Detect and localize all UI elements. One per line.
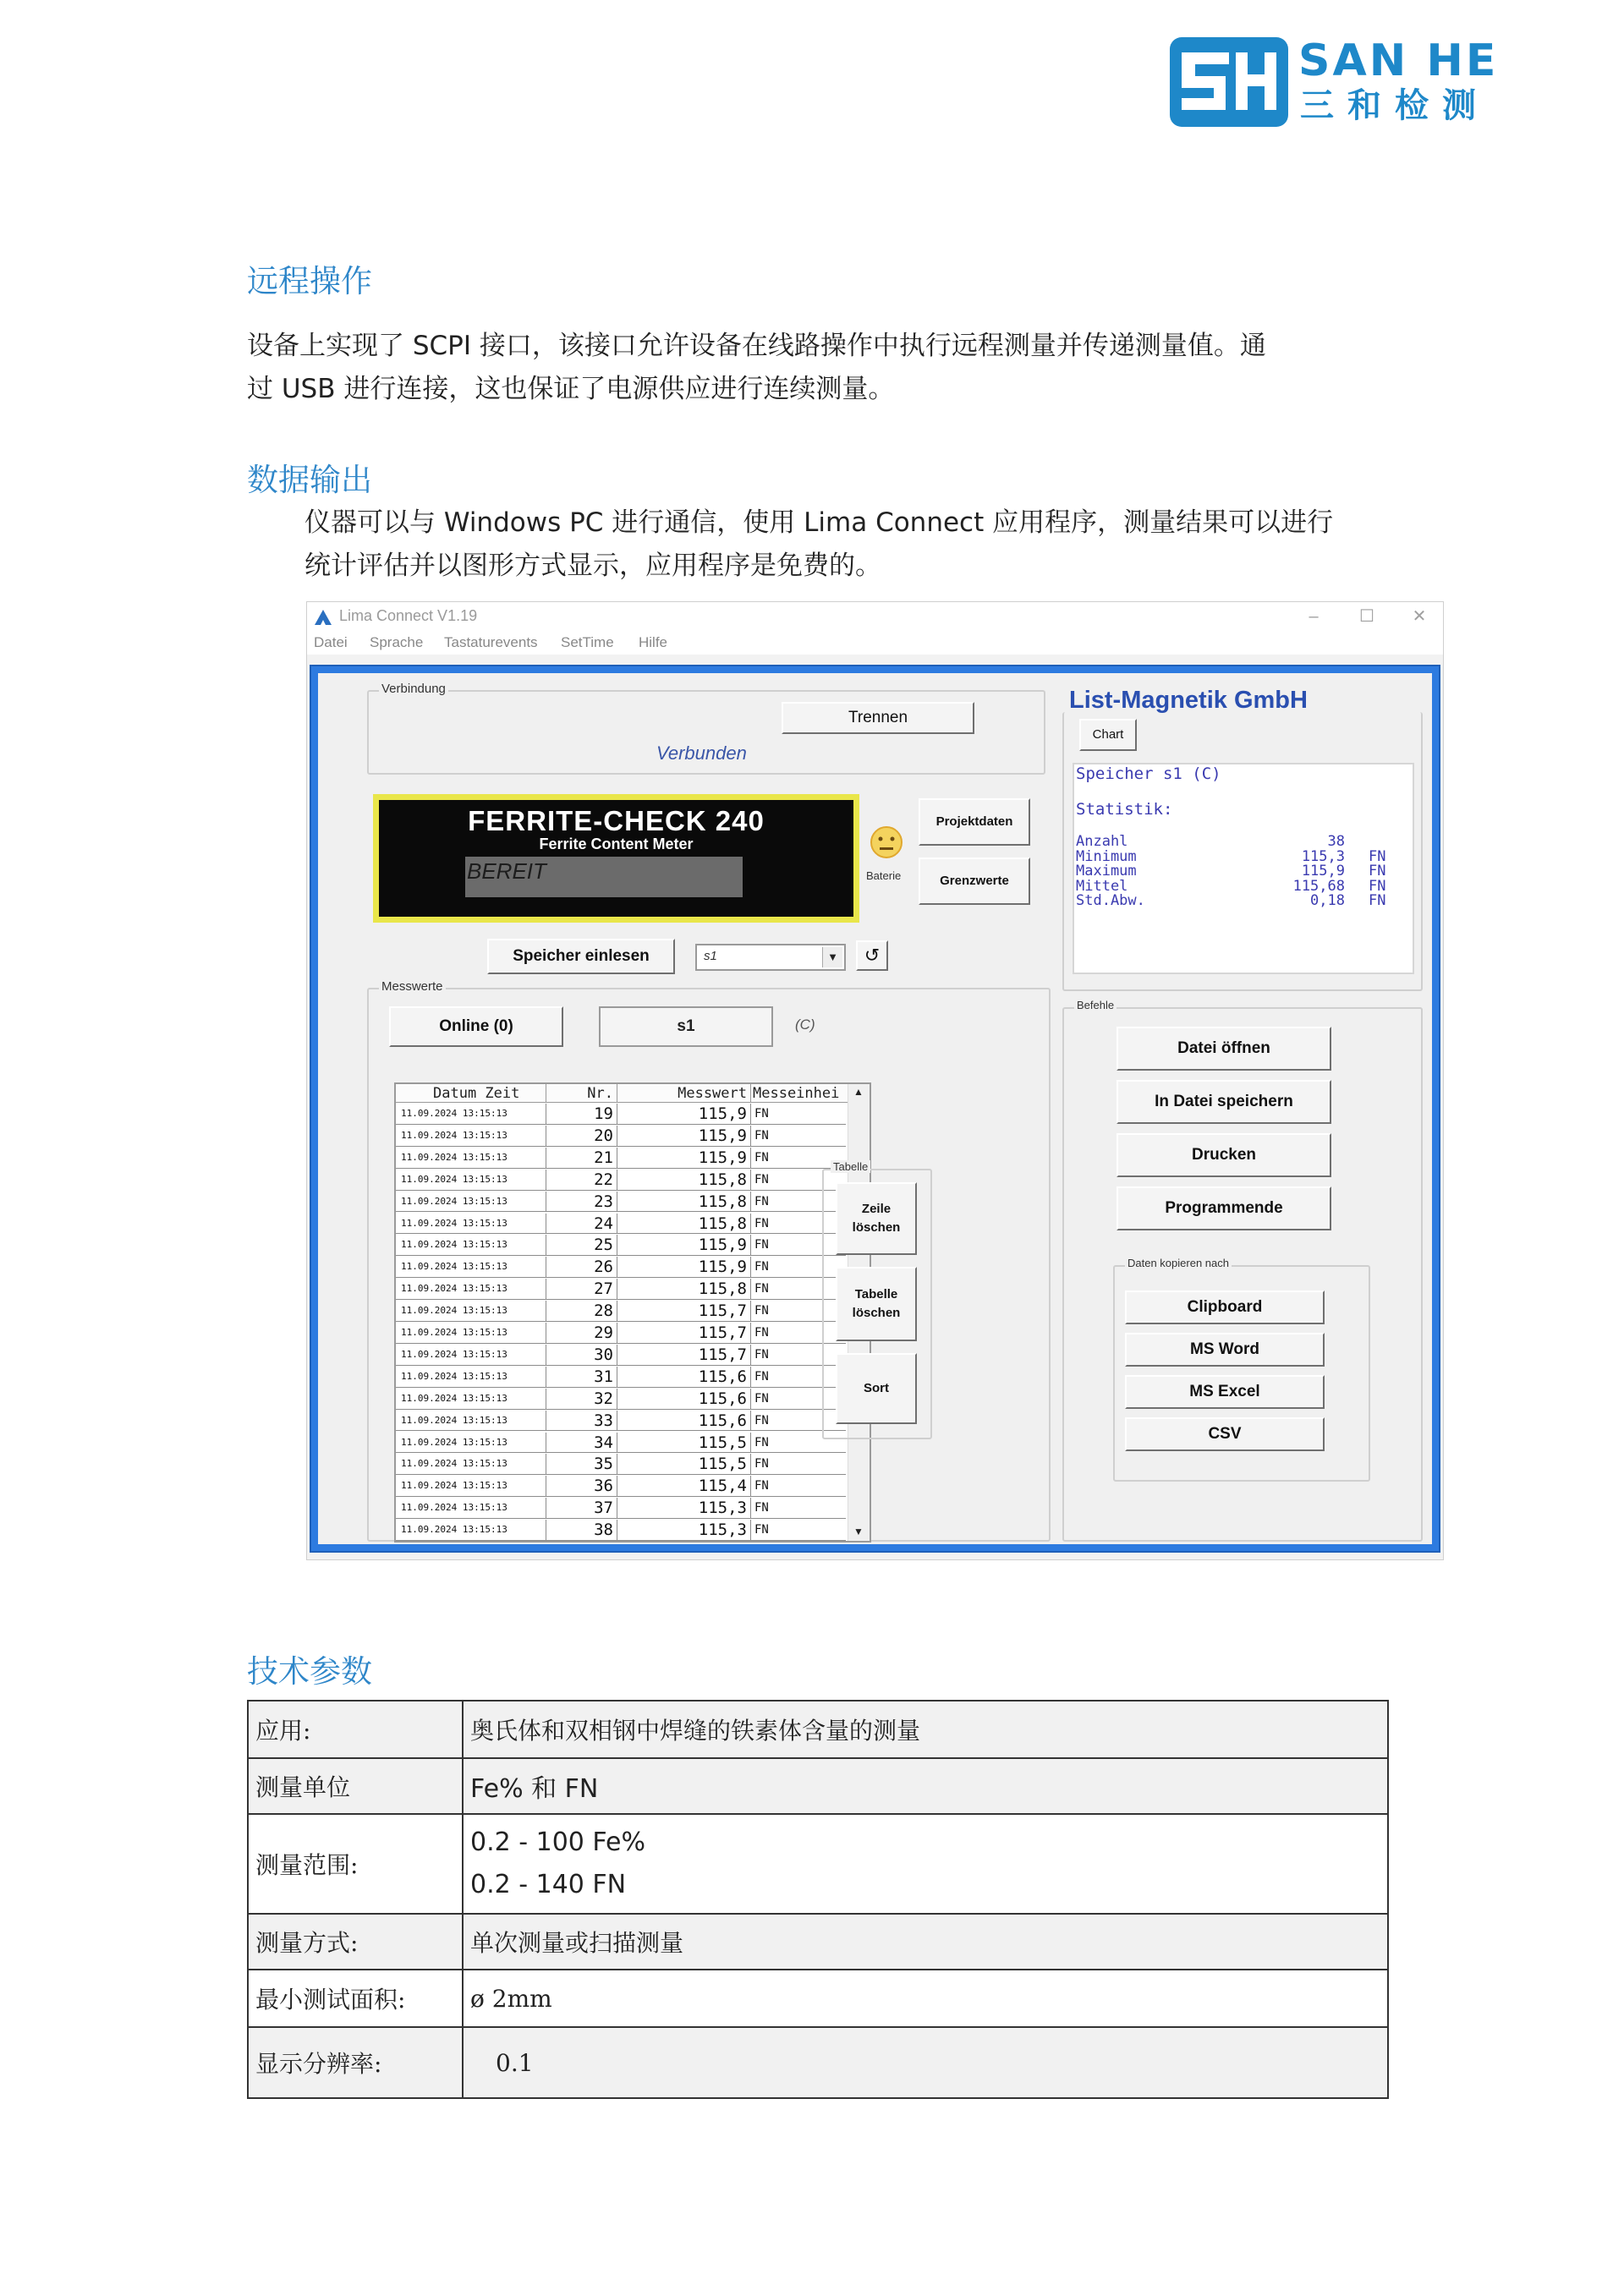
spec-value: 单次测量或扫描测量 bbox=[463, 1914, 1388, 1970]
online-button[interactable]: Online (0) bbox=[389, 1006, 563, 1047]
spec-row bbox=[248, 1970, 1388, 2027]
cell-unit: FN bbox=[754, 1501, 769, 1515]
cell-value: 115,4 bbox=[617, 1476, 751, 1496]
spec-value: Fe% 和 FN bbox=[463, 1758, 1388, 1814]
cell-value: 115,9 bbox=[617, 1126, 751, 1146]
cell-value: 115,6 bbox=[617, 1367, 751, 1387]
cell-unit: FN bbox=[754, 1391, 769, 1406]
connection-group bbox=[367, 682, 1045, 775]
table-row[interactable] bbox=[396, 1301, 846, 1322]
copy-clipboard-button[interactable]: Clipboard bbox=[1125, 1290, 1325, 1324]
table-row[interactable] bbox=[396, 1367, 846, 1388]
limits-button[interactable]: Grenzwerte bbox=[919, 858, 1030, 905]
chevron-down-icon[interactable]: ▼ bbox=[822, 947, 842, 967]
copy-csv-button[interactable]: CSV bbox=[1125, 1417, 1325, 1451]
cell-value: 115,6 bbox=[617, 1411, 751, 1431]
remote-line-1: 设备上实现了 SCPI 接口，该接口允许设备在线路操作中执行远程测量并传递测量值。通 bbox=[247, 331, 1266, 361]
cell-date: 11.09.2024 13:15:13 bbox=[396, 1148, 546, 1168]
chart-button[interactable]: Chart bbox=[1079, 719, 1137, 751]
delete-row-button[interactable] bbox=[836, 1182, 917, 1255]
table-row[interactable] bbox=[396, 1476, 846, 1497]
scroll-up-icon[interactable]: ▲ bbox=[853, 1086, 864, 1098]
spec-label: 测量单位 bbox=[248, 1758, 463, 1814]
table-row[interactable] bbox=[396, 1257, 846, 1278]
cell-value: 115,3 bbox=[617, 1520, 751, 1540]
table-row[interactable] bbox=[396, 1345, 846, 1366]
cell-nr: 36 bbox=[546, 1476, 617, 1496]
menu-hilfe[interactable]: Hilfe bbox=[639, 634, 668, 650]
spec-label: 显示分辨率: bbox=[248, 2027, 463, 2098]
table-row[interactable] bbox=[396, 1235, 846, 1256]
cell-value: 115,8 bbox=[617, 1214, 751, 1234]
menu-sprache[interactable]: Sprache bbox=[370, 634, 424, 650]
cell-value: 115,7 bbox=[617, 1301, 751, 1321]
cell-unit: FN bbox=[754, 1172, 769, 1186]
menu-tastaturevents[interactable]: Tastaturevents bbox=[444, 634, 538, 650]
output-line-2: 统计评估并以图形方式显示，应用程序是免费的。 bbox=[304, 551, 881, 581]
table-actions-group-label: Tabelle bbox=[831, 1160, 870, 1173]
table-row[interactable] bbox=[396, 1148, 846, 1169]
cell-nr: 29 bbox=[546, 1323, 617, 1343]
spec-row bbox=[248, 1758, 1388, 1814]
cell-date: 11.09.2024 13:15:13 bbox=[396, 1367, 546, 1387]
company-name: List-Magnetik GmbH bbox=[1069, 687, 1308, 714]
cell-unit: FN bbox=[754, 1304, 769, 1318]
spec-value: 奥氏体和双相钢中焊缝的铁素体含量的测量 bbox=[463, 1701, 1388, 1758]
cell-date: 11.09.2024 13:15:13 bbox=[396, 1126, 546, 1146]
table-row[interactable] bbox=[396, 1192, 846, 1213]
sort-button[interactable]: Sort bbox=[836, 1353, 917, 1424]
print-button[interactable]: Drucken bbox=[1116, 1133, 1331, 1177]
app-logo-icon bbox=[314, 608, 332, 627]
refresh-icon: ↺ bbox=[864, 945, 881, 966]
app-window bbox=[306, 601, 1444, 1560]
cell-unit: FN bbox=[754, 1282, 769, 1296]
cell-unit: FN bbox=[754, 1369, 769, 1384]
statistics-panel bbox=[1073, 763, 1414, 974]
spec-value-line-2: 0.2 - 140 FN bbox=[470, 1870, 627, 1899]
cell-nr: 31 bbox=[546, 1367, 617, 1387]
close-button[interactable]: ✕ bbox=[1412, 607, 1427, 626]
cell-date: 11.09.2024 13:15:13 bbox=[396, 1323, 546, 1343]
stats-label: Statistik: bbox=[1076, 800, 1173, 819]
stat-name: Maximum bbox=[1076, 863, 1137, 879]
project-data-button[interactable]: Projektdaten bbox=[919, 798, 1030, 846]
cell-date: 11.09.2024 13:15:13 bbox=[396, 1192, 546, 1212]
stat-value: 115,9 bbox=[1301, 863, 1345, 879]
delete-table-line-2: löschen bbox=[852, 1306, 901, 1320]
save-file-button[interactable]: In Datei speichern bbox=[1116, 1080, 1331, 1124]
cell-unit: FN bbox=[754, 1194, 769, 1208]
column-date[interactable]: Datum Zeit bbox=[396, 1084, 546, 1103]
cell-date: 11.09.2024 13:15:13 bbox=[396, 1257, 546, 1277]
cell-nr: 27 bbox=[546, 1279, 617, 1299]
cell-value: 115,9 bbox=[617, 1235, 751, 1255]
cell-date: 11.09.2024 13:15:13 bbox=[396, 1104, 546, 1124]
cell-date: 11.09.2024 13:15:13 bbox=[396, 1520, 546, 1540]
cell-nr: 37 bbox=[546, 1498, 617, 1518]
table-row[interactable] bbox=[396, 1323, 846, 1344]
stat-unit: FN bbox=[1369, 847, 1386, 865]
cell-unit: FN bbox=[754, 1128, 769, 1143]
menu-bar bbox=[307, 631, 1443, 655]
stat-value: 115,68 bbox=[1292, 877, 1345, 895]
spec-row bbox=[248, 1914, 1388, 1970]
delete-row-line-1: Zeile bbox=[861, 1202, 892, 1216]
spec-row bbox=[248, 2027, 1388, 2098]
cell-nr: 34 bbox=[546, 1433, 617, 1453]
refresh-button[interactable] bbox=[856, 940, 888, 971]
cell-value: 115,8 bbox=[617, 1192, 751, 1212]
stat-unit: FN bbox=[1369, 892, 1386, 909]
output-paragraph bbox=[304, 501, 1333, 588]
cell-value: 115,8 bbox=[617, 1170, 751, 1190]
spec-label: 测量方式: bbox=[248, 1914, 463, 1970]
cell-date: 11.09.2024 13:15:13 bbox=[396, 1411, 546, 1431]
stat-value: 115,3 bbox=[1301, 847, 1345, 865]
cell-nr: 22 bbox=[546, 1170, 617, 1190]
cell-nr: 33 bbox=[546, 1411, 617, 1431]
cell-value: 115,9 bbox=[617, 1104, 751, 1124]
table-row[interactable] bbox=[396, 1170, 846, 1191]
stat-value: 0,18 bbox=[1310, 892, 1345, 909]
table-row[interactable] bbox=[396, 1214, 846, 1235]
table-row[interactable] bbox=[396, 1126, 846, 1147]
device-screen bbox=[379, 800, 853, 917]
cell-value: 115,8 bbox=[617, 1279, 751, 1299]
app-content bbox=[318, 673, 1432, 1544]
open-file-button[interactable]: Datei öffnen bbox=[1116, 1027, 1331, 1071]
menu-datei[interactable]: Datei bbox=[314, 634, 348, 650]
cell-unit: FN bbox=[754, 1150, 769, 1164]
cell-date: 11.09.2024 13:15:13 bbox=[396, 1476, 546, 1496]
cell-nr: 28 bbox=[546, 1301, 617, 1321]
column-unit[interactable]: Messeinhei bbox=[753, 1085, 840, 1102]
spec-row bbox=[248, 1701, 1388, 1758]
window-title: Lima Connect V1.19 bbox=[339, 607, 478, 624]
spec-label: 测量范围: bbox=[248, 1814, 463, 1914]
cell-unit: FN bbox=[754, 1457, 769, 1471]
measurements-group-label: Messwerte bbox=[379, 979, 446, 994]
cell-date: 11.09.2024 13:15:13 bbox=[396, 1345, 546, 1365]
title-bar bbox=[307, 602, 1443, 631]
delete-table-button[interactable] bbox=[836, 1267, 917, 1341]
cell-value: 115,7 bbox=[617, 1323, 751, 1343]
connection-group-label: Verbindung bbox=[379, 682, 448, 696]
cell-value: 115,5 bbox=[617, 1433, 751, 1453]
table-row[interactable] bbox=[396, 1454, 846, 1475]
cell-date: 11.09.2024 13:15:13 bbox=[396, 1279, 546, 1299]
memory-select[interactable] bbox=[695, 944, 846, 971]
stat-unit: FN bbox=[1369, 877, 1386, 895]
cell-nr: 24 bbox=[546, 1214, 617, 1234]
spec-value: ø 2mm bbox=[463, 1970, 1388, 2027]
cell-nr: 30 bbox=[546, 1345, 617, 1365]
table-row[interactable] bbox=[396, 1389, 846, 1410]
spec-row bbox=[248, 1814, 1388, 1914]
table-row[interactable] bbox=[396, 1411, 846, 1432]
battery-label: Baterie bbox=[866, 869, 902, 882]
memory-type-label: (C) bbox=[795, 1016, 815, 1033]
logo-mark-icon bbox=[1170, 37, 1288, 127]
cell-date: 11.09.2024 13:15:13 bbox=[396, 1214, 546, 1234]
stat-unit: FN bbox=[1369, 863, 1386, 879]
cell-date: 11.09.2024 13:15:13 bbox=[396, 1170, 546, 1190]
memory-name-field: s1 bbox=[599, 1006, 773, 1047]
remote-paragraph bbox=[247, 325, 1266, 411]
cell-unit: FN bbox=[754, 1479, 769, 1493]
connection-status: Verbunden bbox=[656, 743, 747, 764]
table-row[interactable] bbox=[396, 1433, 846, 1454]
cell-unit: FN bbox=[754, 1107, 769, 1121]
delete-table-line-1: Tabelle bbox=[854, 1287, 898, 1301]
cell-value: 115,6 bbox=[617, 1389, 751, 1409]
stat-name: Mittel bbox=[1076, 877, 1128, 895]
device-status: BEREIT bbox=[465, 857, 743, 897]
device-title: FERRITE-CHECK 240 bbox=[468, 805, 765, 836]
cell-value: 115,9 bbox=[617, 1148, 751, 1168]
cell-value: 115,5 bbox=[617, 1454, 751, 1474]
disconnect-button[interactable]: Trennen bbox=[782, 702, 974, 734]
stat-name: Anzahl bbox=[1076, 833, 1128, 850]
menu-settime[interactable]: SetTime bbox=[561, 634, 614, 650]
spec-label: 应用: bbox=[248, 1701, 463, 1758]
cell-date: 11.09.2024 13:15:13 bbox=[396, 1389, 546, 1409]
brand-logo bbox=[1170, 37, 1504, 130]
cell-nr: 21 bbox=[546, 1148, 617, 1168]
stat-name: Minimum bbox=[1076, 847, 1137, 865]
table-row[interactable] bbox=[396, 1104, 846, 1125]
scroll-down-icon[interactable]: ▼ bbox=[853, 1526, 864, 1537]
minimize-button[interactable]: – bbox=[1309, 607, 1319, 626]
commands-group-label: Befehle bbox=[1074, 999, 1116, 1011]
spec-table bbox=[247, 1700, 1389, 2099]
battery-face-icon bbox=[870, 825, 903, 859]
column-nr[interactable]: Nr. bbox=[546, 1084, 617, 1103]
maximize-button[interactable]: ☐ bbox=[1359, 607, 1374, 626]
quit-button[interactable]: Programmende bbox=[1116, 1186, 1331, 1230]
cell-unit: FN bbox=[754, 1260, 769, 1274]
app-client-area bbox=[310, 665, 1440, 1553]
remote-line-2: 过 USB 进行连接，这也保证了电源供应进行连续测量。 bbox=[247, 374, 895, 404]
delete-row-line-2: löschen bbox=[852, 1220, 901, 1235]
stat-name: Std.Abw. bbox=[1076, 892, 1145, 909]
table-row[interactable] bbox=[396, 1279, 846, 1300]
table-row[interactable] bbox=[396, 1520, 846, 1541]
cell-date: 11.09.2024 13:15:13 bbox=[396, 1454, 546, 1474]
copy-group-label: Daten kopieren nach bbox=[1125, 1257, 1232, 1269]
cell-value: 115,9 bbox=[617, 1257, 751, 1277]
spec-value-line-1: 0.2 - 100 Fe% bbox=[470, 1827, 645, 1857]
cell-unit: FN bbox=[754, 1435, 769, 1449]
cell-nr: 38 bbox=[546, 1520, 617, 1540]
cell-date: 11.09.2024 13:15:13 bbox=[396, 1498, 546, 1518]
cell-unit: FN bbox=[754, 1347, 769, 1362]
copy-excel-button[interactable]: MS Excel bbox=[1125, 1375, 1325, 1409]
cell-unit: FN bbox=[754, 1216, 769, 1230]
section-title-output: 数据输出 bbox=[247, 462, 372, 498]
cell-date: 11.09.2024 13:15:13 bbox=[396, 1433, 546, 1453]
cell-date: 11.09.2024 13:15:13 bbox=[396, 1235, 546, 1255]
output-line-1: 仪器可以与 Windows PC 进行通信，使用 Lima Connect 应用程序，测量结果可以进行 bbox=[304, 507, 1334, 538]
section-title-specs: 技术参数 bbox=[247, 1653, 372, 1690]
brand-name-en: SAN HE bbox=[1298, 36, 1499, 86]
memory-select-value: s1 bbox=[704, 949, 717, 963]
cell-nr: 20 bbox=[546, 1126, 617, 1146]
device-display bbox=[373, 794, 859, 923]
spec-label: 最小测试面积: bbox=[248, 1970, 463, 2027]
stat-value: 38 bbox=[1327, 833, 1345, 850]
cell-unit: FN bbox=[754, 1238, 769, 1252]
table-header bbox=[396, 1084, 870, 1103]
spec-value bbox=[463, 1814, 1388, 1914]
spec-value: 0.1 bbox=[463, 2027, 1388, 2098]
section-title-remote: 远程操作 bbox=[247, 263, 372, 299]
cell-date: 11.09.2024 13:15:13 bbox=[396, 1301, 546, 1321]
cell-unit: FN bbox=[754, 1413, 769, 1427]
read-memory-button[interactable]: Speicher einlesen bbox=[487, 939, 675, 974]
cell-nr: 32 bbox=[546, 1389, 617, 1409]
column-value[interactable]: Messwert bbox=[617, 1084, 751, 1103]
cell-nr: 26 bbox=[546, 1257, 617, 1277]
cell-value: 115,3 bbox=[617, 1498, 751, 1518]
cell-nr: 19 bbox=[546, 1104, 617, 1124]
cell-unit: FN bbox=[754, 1523, 769, 1537]
stats-header: Speicher s1 (C) bbox=[1076, 764, 1221, 783]
cell-nr: 23 bbox=[546, 1192, 617, 1212]
cell-nr: 35 bbox=[546, 1454, 617, 1474]
copy-word-button[interactable]: MS Word bbox=[1125, 1333, 1325, 1367]
brand-name-cn: 三和检测 bbox=[1300, 86, 1490, 125]
measurements-table[interactable] bbox=[394, 1082, 871, 1543]
cell-unit: FN bbox=[754, 1326, 769, 1340]
cell-nr: 25 bbox=[546, 1235, 617, 1255]
table-row[interactable] bbox=[396, 1498, 846, 1519]
cell-value: 115,7 bbox=[617, 1345, 751, 1365]
device-subtitle: Ferrite Content Meter bbox=[539, 836, 694, 852]
